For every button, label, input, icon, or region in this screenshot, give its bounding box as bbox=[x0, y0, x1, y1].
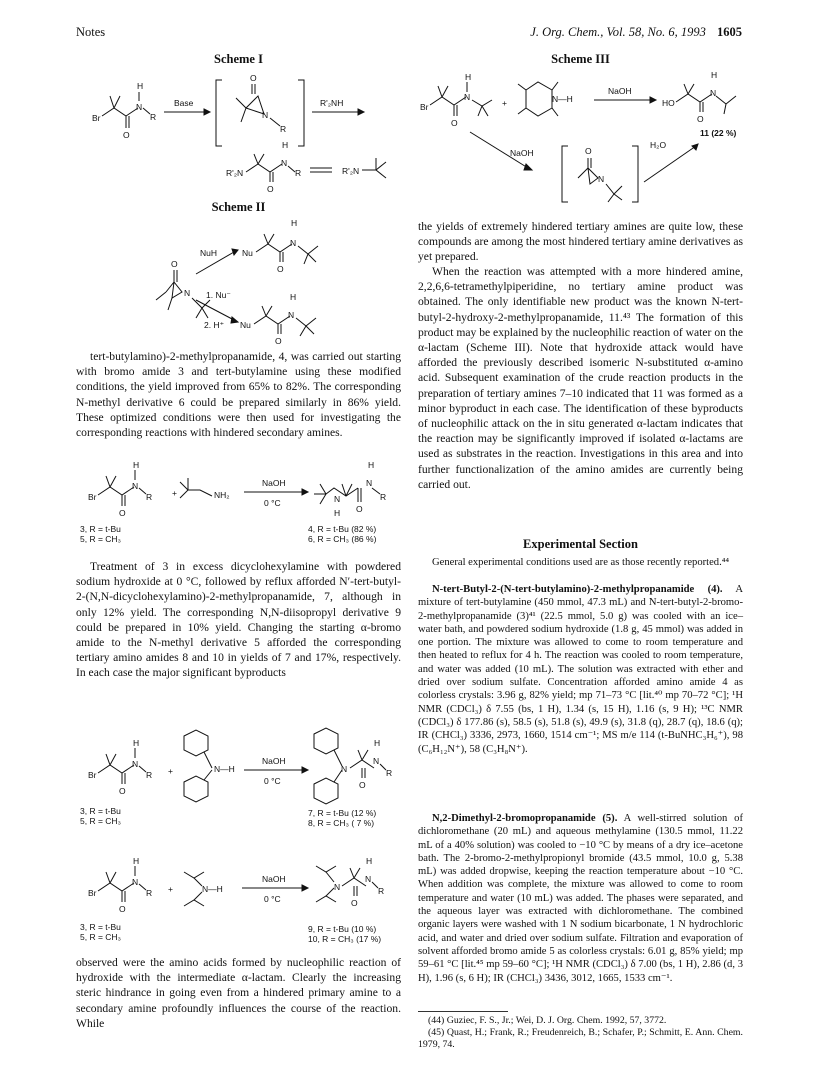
svg-text:R: R bbox=[378, 886, 385, 896]
svg-text:H: H bbox=[368, 460, 375, 470]
left-paragraph-3: observed were the amino acids formed by nucleophilic reaction of hydroxide with the intermediate α-lactam. Clearly the increasing steric hindrance in going even from a hindered primary amine to a secondary amine profoundly influences the course of the reaction. While bbox=[76, 956, 401, 1030]
s3-naoh-left: NaOH bbox=[510, 148, 534, 158]
svg-text:O: O bbox=[267, 184, 274, 194]
experimental-intro: General experimental conditions used are as those recently reported.⁴⁴ bbox=[432, 557, 730, 568]
svg-text:N—H: N—H bbox=[202, 884, 223, 894]
compound-5-heading: N,2-Dimethyl-2-bromopropanamide (5). bbox=[432, 813, 618, 824]
eq1-right-a: 4, R = t-Bu (82 %) bbox=[308, 524, 377, 534]
scheme-3-structure bbox=[418, 66, 743, 216]
svg-text:O: O bbox=[119, 904, 126, 914]
footnote-44: (44) Guziec, F. S., Jr.; Wei, D. J. Org. Chem. 1992, 57, 3772. bbox=[428, 1015, 667, 1026]
eq2-temp: 0 °C bbox=[264, 776, 281, 786]
compound-4-procedure: A mixture of tert-butylamine (450 mmol, 47.3 mL) and N-tert-butyl-2-bromo-2-methylpropanamide (3)⁴¹ (22.5 mmol, 5.0 g) was cooled with an ice–water bath, and powdered sodium hydroxide (1.8 g, 45 mmol) was added in one portion. The mixture was allowed to come to room temperature and then heated to reflux for 4 h. The reaction was cooled to room temperature, and water was added (10 mL). The solution was extracted with ether and dried over sodium sulfate. Concentration afforded amino amide 4 as colorless crystals: 3.96 g, 82% yield; mp 71–73 °C [lit.⁴⁰ mp 70–72 °C]; ¹H NMR (CDCl₃) δ 7.55 (bs, 1 H), 1.34 (s, 15 H), 1.16 (s, 9 H); ¹³C NMR (CDCl₃) δ 177.86 (s), 58.5 (s), 51.8 (s), 49.9 (s), 31.8 (q), 28.7 (q), 18.6 (q); IR (CHCl₃) 3336, 2973, 1660, 1514 cm⁻¹; MS m/e 114 (t-BuNHC₃H₆⁺), 98 (C₆H₁₂N⁺), 58 (C₃H₈N⁺). bbox=[418, 584, 743, 755]
svg-text:R: R bbox=[386, 768, 393, 778]
s1-br: Br bbox=[92, 113, 101, 123]
eq3-left-b: 5, R = CH₃ bbox=[80, 932, 122, 942]
svg-text:+: + bbox=[168, 884, 173, 894]
footnote-rule bbox=[418, 1011, 508, 1012]
running-header-left: Notes bbox=[76, 25, 106, 39]
svg-text:N: N bbox=[334, 494, 341, 504]
equation-1 bbox=[76, 440, 401, 550]
eq3-right-b: 10, R = CH₃ (17 %) bbox=[308, 934, 382, 944]
svg-text:+: + bbox=[168, 766, 173, 776]
svg-text:+: + bbox=[502, 98, 507, 108]
svg-text:+: + bbox=[172, 488, 177, 498]
eq2-right-a: 7, R = t-Bu (12 %) bbox=[308, 808, 377, 818]
eq2-left-a: 3, R = t-Bu bbox=[80, 806, 121, 816]
running-header-right bbox=[530, 25, 742, 40]
s2-step2: 2. H⁺ bbox=[204, 320, 225, 330]
footnote-45: (45) Quast, H.; Frank, R.; Freudenreich, B.; Schafer, P.; Schmitt, E. Ann. Chem. 1979, 74. bbox=[418, 1027, 743, 1050]
svg-text:O: O bbox=[359, 780, 366, 790]
svg-text:N: N bbox=[598, 174, 605, 184]
svg-text:N: N bbox=[136, 102, 143, 112]
svg-text:Nu: Nu bbox=[242, 248, 253, 258]
svg-text:H: H bbox=[133, 460, 140, 470]
svg-text:N: N bbox=[710, 88, 717, 98]
svg-text:R: R bbox=[280, 124, 287, 134]
experimental-section-title: Experimental Section bbox=[523, 537, 638, 551]
svg-text:Br: Br bbox=[88, 888, 97, 898]
svg-text:Br: Br bbox=[88, 770, 97, 780]
svg-text:R: R bbox=[380, 492, 387, 502]
s2-step1: 1. Nu⁻ bbox=[206, 290, 231, 300]
journal-citation: J. Org. Chem., Vol. 58, No. 6, 1993 bbox=[530, 25, 706, 39]
right-paragraph-2: When the reaction was attempted with a more hindered amine, 2,2,6,6-tetramethylpiperidine, no tertiary amine product was obtained. The only identifiable new product was the known N-tert-butyl-2-hydroxy-2-methylpropanamide, 11.⁴³ The formation of this product may be explained by the nucleophilic reaction of water on the α-lactam (Scheme III). Note that hydroxide attack would have afforded the previously described isomeric N-substituted α-amino acid. Subsequent examination of the crude reaction products in the preparation of tertiary amines 7–10 indicated that 11 was formed as a minor byproduct in each case. The identification of these byproducts of nucleophilic attack on the in situ generated α-lactam indicates that the reaction may be significantly improved if isolated α-lactams are used as substrates in the reaction. Investigations in this area and into further functionalization of the amino amides are currently being carried out. bbox=[418, 265, 743, 491]
eq1-reagent: NaOH bbox=[262, 478, 286, 488]
scheme-2-title: Scheme II bbox=[211, 200, 266, 214]
eq1-left-a: 3, R = t-Bu bbox=[80, 524, 121, 534]
svg-text:H: H bbox=[290, 292, 297, 302]
eq3-temp: 0 °C bbox=[264, 894, 281, 904]
eq3-left-a: 3, R = t-Bu bbox=[80, 922, 121, 932]
svg-text:R'₂N: R'₂N bbox=[226, 168, 244, 178]
svg-text:O: O bbox=[697, 114, 704, 124]
svg-text:R: R bbox=[146, 888, 153, 898]
svg-text:HO: HO bbox=[662, 98, 675, 108]
svg-text:H: H bbox=[137, 81, 144, 91]
svg-text:H: H bbox=[133, 738, 140, 748]
svg-text:H: H bbox=[374, 738, 381, 748]
eq1-left-b: 5, R = CH₃ bbox=[80, 534, 122, 544]
svg-text:N: N bbox=[365, 874, 372, 884]
compound-4-heading: N-tert-Butyl-2-(N-tert-butylamino)-2-methylpropanamide (4). bbox=[432, 584, 723, 595]
experimental-compound-4 bbox=[418, 583, 743, 756]
right-paragraph-1: the yields of extremely hindered tertiary amines are quite low, these compounds are among the most hindered tertiary amine derivatives as yet prepared. bbox=[418, 220, 743, 264]
svg-text:O: O bbox=[119, 786, 126, 796]
svg-text:O: O bbox=[123, 130, 130, 140]
eq2-right-b: 8, R = CH₃ ( 7 %) bbox=[308, 818, 375, 828]
scheme-3-title: Scheme III bbox=[551, 52, 610, 66]
svg-text:H: H bbox=[282, 140, 289, 150]
svg-text:O: O bbox=[275, 336, 282, 346]
left-paragraph-2: Treatment of 3 in excess dicyclohexylamine with powdered sodium hydroxide at 0 °C, followed by reflux afforded N′-tert-butyl-2-(N,N-dicyclohexylamino)-2-methylpropanamide, 7, although in only 12% yield. The corresponding N,N-diisopropyl derivative 9 could be prepared in 10% yield. Changing the starting α-bromo amide to the N-methyl derivative 5 afforded the corresponding tertiary amino amides 8 and 10 in yields of 7 and 17%, respectively. In each case the major significant byproducts bbox=[76, 560, 401, 680]
svg-text:H: H bbox=[291, 218, 298, 228]
svg-text:R: R bbox=[150, 112, 157, 122]
s2-nuh: NuH bbox=[200, 248, 218, 258]
eq3-reagent: NaOH bbox=[262, 874, 286, 884]
left-paragraph-1: tert-butylamino)-2-methylpropanamide, 4, was carried out starting with bromo amide 3 and tert-butylamine using these modified conditions, the yield improved from 65% to 82%. The corresponding N-methyl derivative 6 could be prepared similarly in 86% yield. These optimized conditions were then used for investigating the corresponding reactions with hindered secondary amines. bbox=[76, 350, 401, 440]
svg-text:N: N bbox=[373, 756, 380, 766]
svg-text:Nu: Nu bbox=[240, 320, 251, 330]
svg-text:N—H: N—H bbox=[552, 94, 573, 104]
svg-text:R: R bbox=[146, 492, 153, 502]
scheme-1-title: Scheme I bbox=[214, 52, 263, 66]
svg-text:H: H bbox=[465, 72, 472, 82]
equation-2 bbox=[76, 720, 401, 846]
svg-text:H: H bbox=[711, 70, 718, 80]
svg-text:R: R bbox=[295, 168, 302, 178]
s1-reagent-label: R'₂NH bbox=[320, 98, 344, 108]
svg-text:R'₂N: R'₂N bbox=[342, 166, 360, 176]
svg-text:H: H bbox=[334, 508, 341, 518]
scheme-1-structure bbox=[76, 68, 401, 198]
svg-text:N: N bbox=[464, 92, 471, 102]
eq1-temp: 0 °C bbox=[264, 498, 281, 508]
svg-text:N: N bbox=[132, 877, 139, 887]
svg-text:N: N bbox=[132, 759, 139, 769]
svg-text:N: N bbox=[262, 110, 269, 120]
svg-text:N: N bbox=[132, 481, 139, 491]
eq2-reagent: NaOH bbox=[262, 756, 286, 766]
scheme-2-structure bbox=[76, 214, 401, 346]
svg-text:N: N bbox=[288, 310, 295, 320]
page-number: 1605 bbox=[717, 25, 742, 39]
s1-base-label: Base bbox=[174, 98, 194, 108]
svg-text:O: O bbox=[171, 259, 178, 269]
s3-naoh-top: NaOH bbox=[608, 86, 632, 96]
svg-text:N—H: N—H bbox=[214, 764, 235, 774]
experimental-compound-5 bbox=[418, 812, 743, 985]
svg-text:N: N bbox=[281, 158, 288, 168]
svg-text:O: O bbox=[585, 146, 592, 156]
svg-text:N: N bbox=[184, 288, 191, 298]
svg-text:Br: Br bbox=[88, 492, 97, 502]
svg-text:NH₂: NH₂ bbox=[214, 490, 230, 500]
svg-text:O: O bbox=[351, 898, 358, 908]
svg-text:N: N bbox=[334, 882, 341, 892]
s3-h2o: H₂O bbox=[650, 140, 667, 150]
svg-text:O: O bbox=[356, 504, 363, 514]
eq1-right-b: 6, R = CH₃ (86 %) bbox=[308, 534, 377, 544]
equation-3 bbox=[76, 848, 401, 948]
svg-text:O: O bbox=[451, 118, 458, 128]
eq2-left-b: 5, R = CH₃ bbox=[80, 816, 122, 826]
svg-text:O: O bbox=[277, 264, 284, 274]
svg-text:Br: Br bbox=[420, 102, 429, 112]
svg-text:N: N bbox=[290, 238, 297, 248]
svg-text:H: H bbox=[133, 856, 140, 866]
eq3-right-a: 9, R = t-Bu (10 %) bbox=[308, 924, 377, 934]
svg-text:O: O bbox=[119, 508, 126, 518]
svg-text:N: N bbox=[341, 764, 348, 774]
svg-text:H: H bbox=[366, 856, 373, 866]
compound-5-procedure: A well-stirred solution of dichloromethane (20 mL) and aqueous methylamine (130.5 mmol, 11.22 mL of a 40% solution) was cooled to −10 °C by means of a dry ice–acetone bath. The 2-bromo-2-methylpropionyl bromide (43.5 mmol, 10.0 g, 5.38 mL) was added dropwise, keeping the reaction temperature about −10 °C. When addition was complete, the mixture was allowed to come to room temperature and water (10 mL) was added. The phases were separated, and the aqueous layer was extracted with dichloromethane. The combined organic layers were washed with 1 N sodium bicarbonate, 1 N hydrochloric acid, and water and dried over sodium sulfate. Filtration and evaporation of solvent afforded bromo amide 5 as colorless crystals: 6.01 g, 85% yield; mp 59–61 °C [lit.⁴⁵ mp 59–60 °C]; ¹H NMR (CDCl₃) δ 7.00 (bs, 1 H), 2.86 (d, 3 H), 1.96 (s, 6 H); IR (CHCl₃) 3436, 3012, 1665, 1533 cm⁻¹. bbox=[418, 813, 743, 984]
s3-yield: 11 (22 %) bbox=[700, 128, 737, 138]
svg-text:O: O bbox=[250, 73, 257, 83]
svg-text:N: N bbox=[366, 478, 373, 488]
svg-text:R: R bbox=[146, 770, 153, 780]
